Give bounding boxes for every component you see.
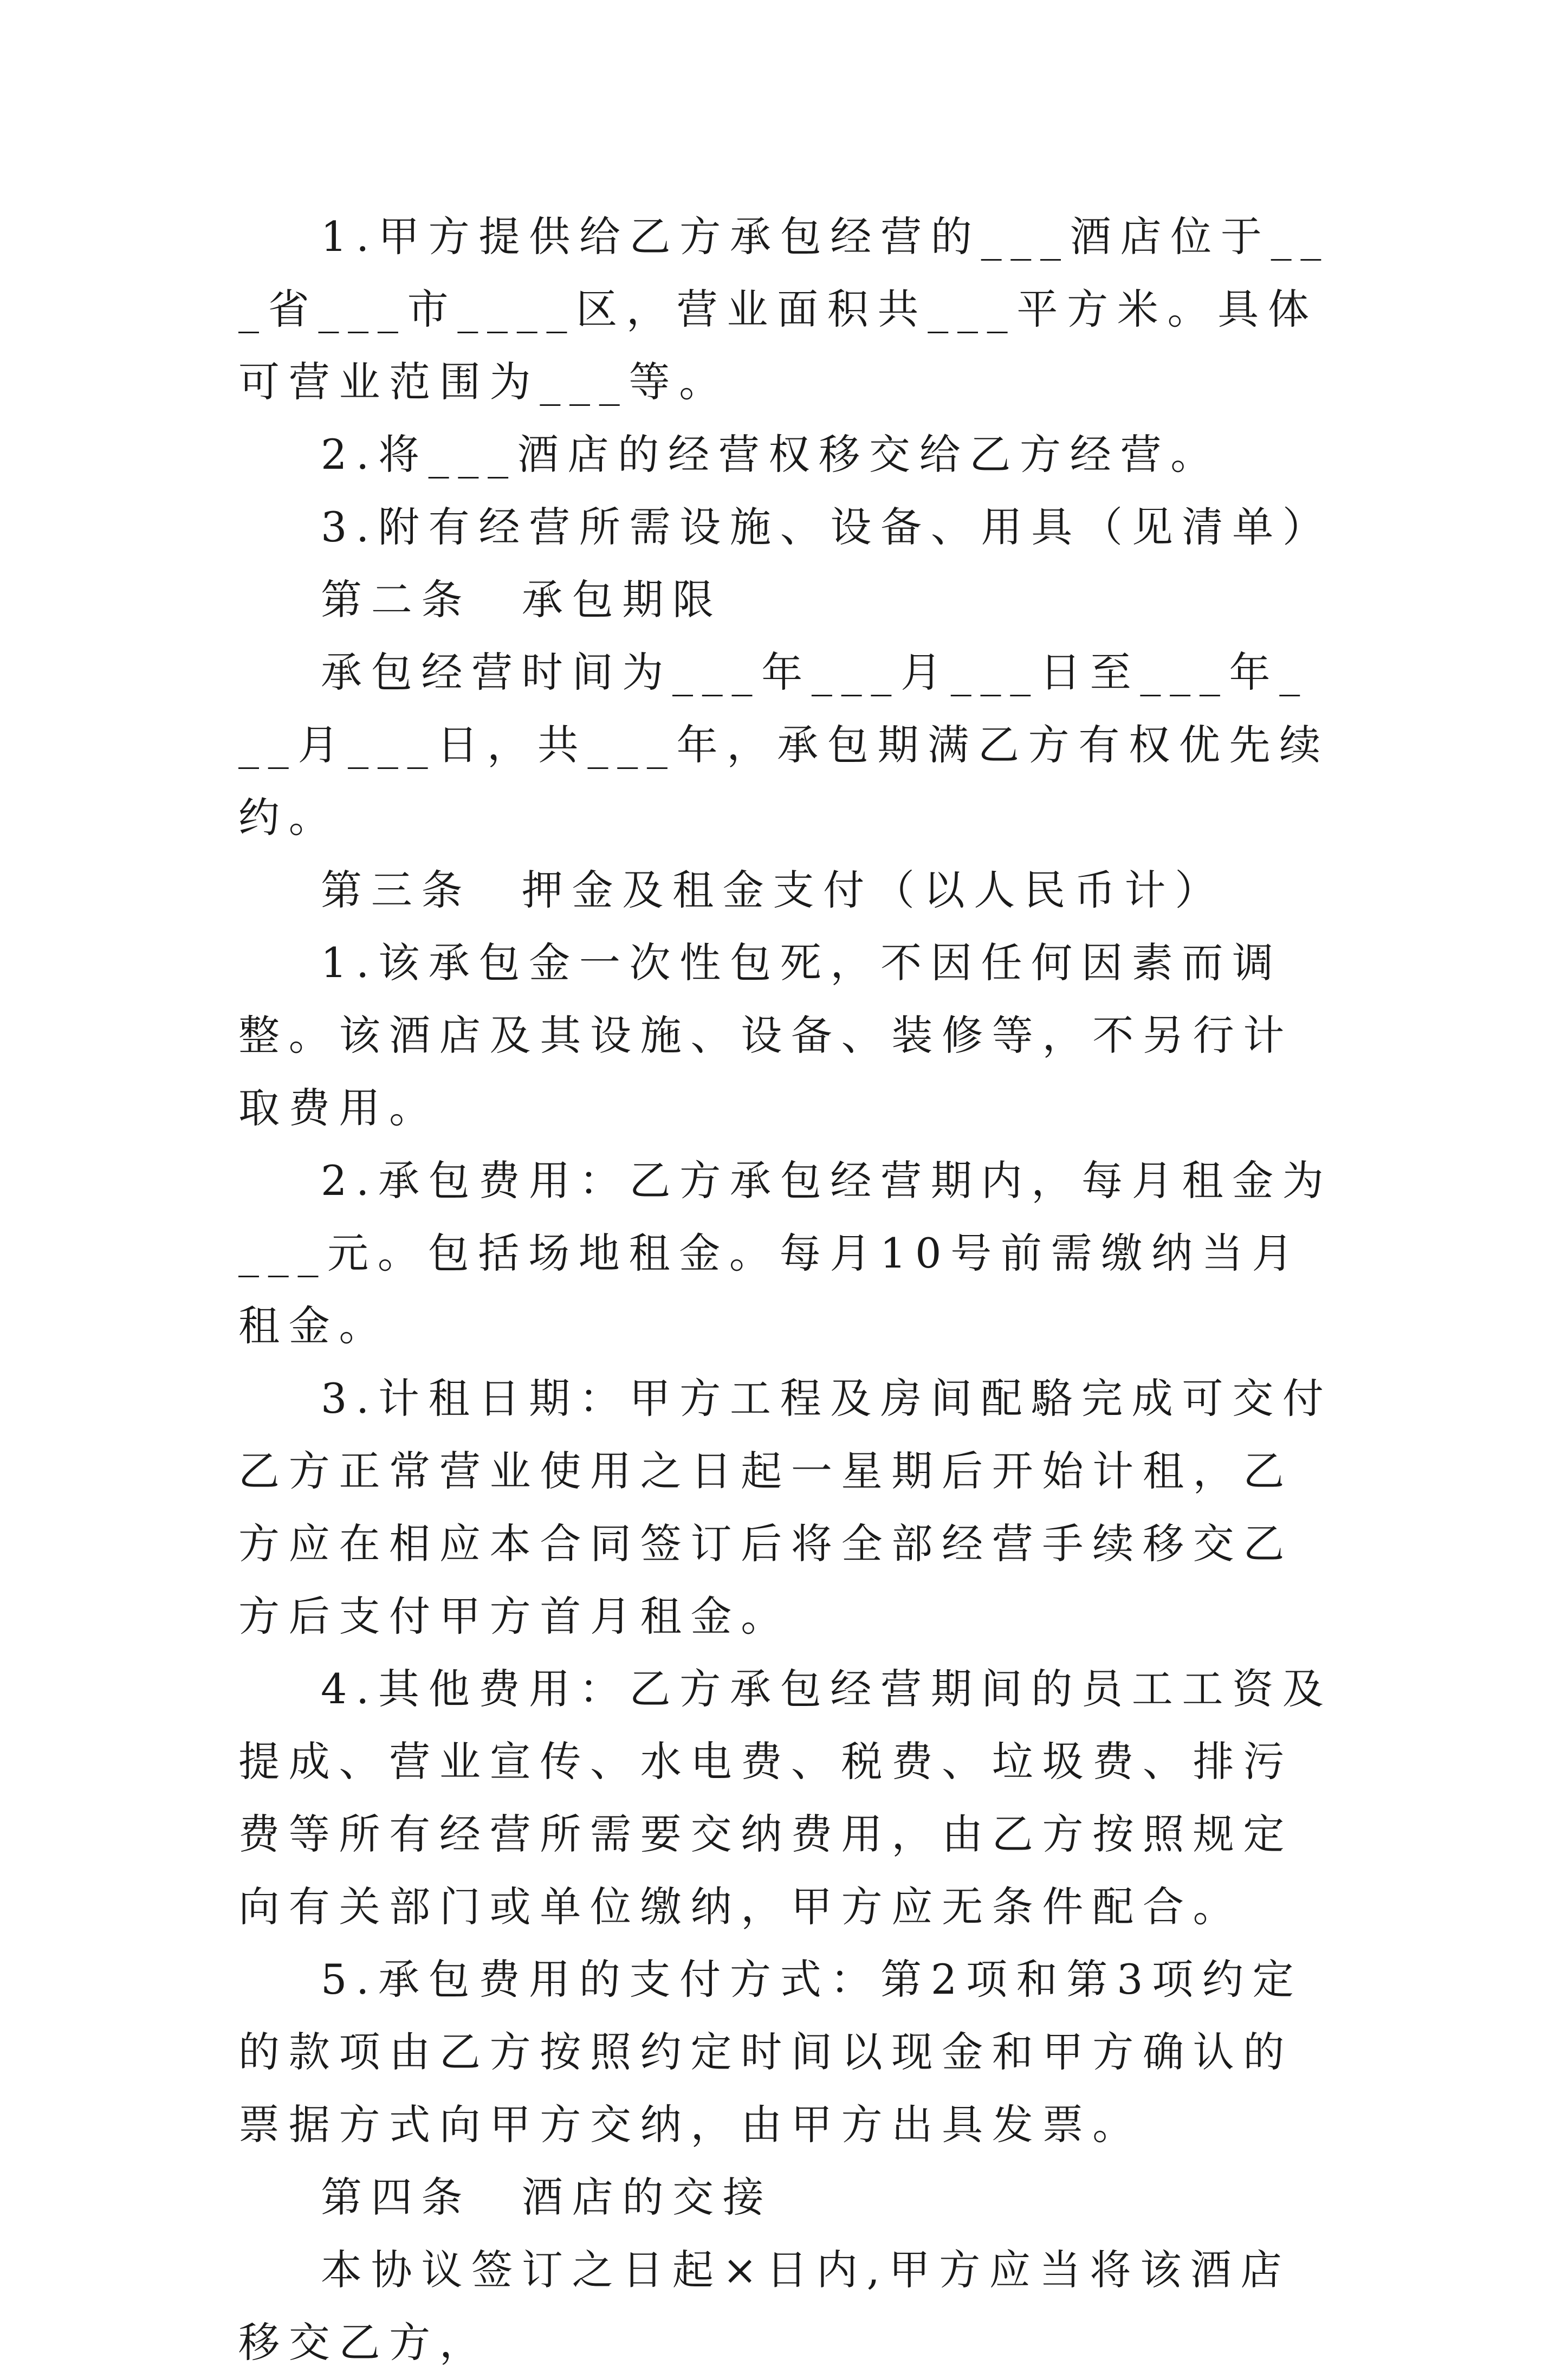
document-body bbox=[238, 201, 1338, 2379]
section-heading-article-3: 第三条 押金及租金支付（以人民币计） bbox=[321, 866, 1225, 914]
clause-4-body: 本协议签订之日起×日内,甲方应当将该酒店移交乙方， bbox=[238, 2246, 1291, 2367]
clause-3-item-5: 5.承包费用的支付方式：第2项和第3项约定的款项由乙方按照约定时间以现金和甲方确认的票据方式向甲方交纳，由甲方出具发票。 bbox=[238, 1955, 1303, 2149]
clause-1-item-3: 3.附有经营所需设施、设备、用具（见清单） bbox=[321, 503, 1333, 551]
clause-2-body: 承包经营时间为___年___月___日至___年___月___日，共___年，承包期满乙方有权优先续约。 bbox=[238, 648, 1330, 842]
section-heading-article-2: 第二条 承包期限 bbox=[321, 576, 723, 624]
section-heading-article-4: 第四条 酒店的交接 bbox=[321, 2173, 773, 2221]
clause-3-item-4: 4.其他费用：乙方承包经营期间的员工工资及提成、营业宣传、水电费、税费、垃圾费、排污费等所有经营所需要交纳费用，由乙方按照规定向有关部门或单位缴纳，甲方应无条件配合。 bbox=[238, 1665, 1333, 1931]
clause-3-item-3: 3.计租日期：甲方工程及房间配駱完成可交付乙方正常营业使用之日起一星期后开始计租，乙方应在相应本合同签订后将全部经营手续移交乙方后支付甲方首月租金。 bbox=[238, 1374, 1333, 1640]
clause-1-item-2: 2.将___酒店的经营权移交给乙方经营。 bbox=[321, 430, 1221, 479]
clause-3-item-2: 2.承包费用：乙方承包经营期内，每月租金为___元。包括场地租金。每月10号前需缴纳当月租金。 bbox=[238, 1156, 1333, 1350]
clause-1-item-1: 1.甲方提供给乙方承包经营的___酒店位于___省___市____区，营业面积共___平方米。具体可营业范围为___等。 bbox=[238, 212, 1331, 406]
clause-3-item-1: 1.该承包金一次性包死，不因任何因素而调整。该酒店及其设施、设备、装修等，不另行计取费用。 bbox=[238, 939, 1294, 1132]
